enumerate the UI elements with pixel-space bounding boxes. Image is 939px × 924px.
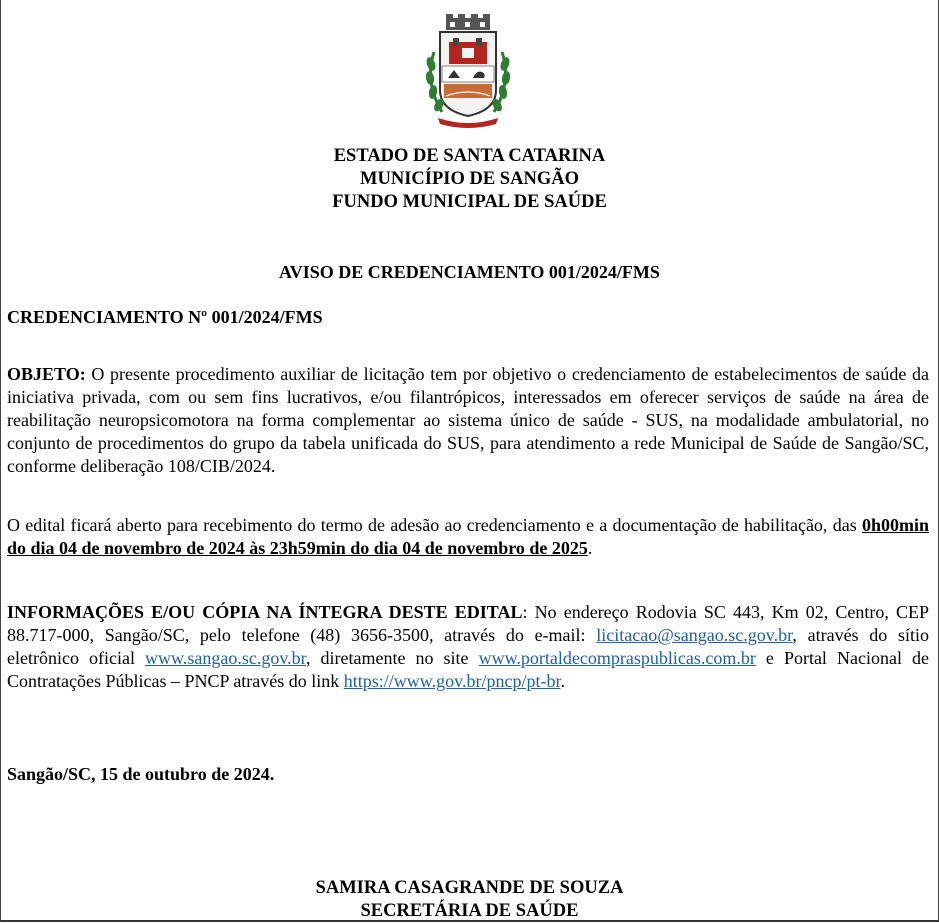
pncp-link[interactable]: https://www.gov.br/pncp/pt-br <box>343 671 561 691</box>
date-line: Sangão/SC, 15 de outubro de 2024. <box>7 764 275 784</box>
info-paragraph <box>7 601 929 693</box>
notice-title: AVISO DE CREDENCIAMENTO 001/2024/FMS <box>279 262 660 282</box>
info-text-end: . <box>560 671 565 691</box>
portal-link[interactable]: www.portaldecompraspublicas.com.br <box>478 648 756 668</box>
edital-text: O edital ficará aberto para recebimento do termo de adesão ao credenciamento e a documentação de habilitação, das <box>7 515 862 535</box>
signature-role: SECRETÁRIA DE SAÚDE <box>360 901 579 921</box>
official-site-link[interactable]: www.sangao.sc.gov.br <box>145 648 306 668</box>
objeto-text: O presente procedimento auxiliar de licitação tem por objetivo o credenciamento de estabelecimentos de saúde da iniciativa privada, com ou sem fins lucrativos, e/ou filantrópicos, interessados em oferecer serviços de saúde na área de reabilitação neuropsicomotora na forma complementar ao sistema único de saúde - SUS, na modalidade ambulatorial, no conjunto de procedimentos do grupo da tabela unificada do SUS, para atendimento a rede Municipal de Saúde de Sangão/SC, conforme deliberação 108/CIB/2024. <box>7 364 929 476</box>
objeto-label: OBJETO: <box>7 364 86 384</box>
objeto-paragraph <box>7 363 929 478</box>
info-text-address: : No endereço Rodovia SC 443, Km 02, Centro, CEP 88.717-000, Sangão/SC, pelo telefone (48) 3656-3500, através do e-mail: <box>7 602 929 645</box>
info-label: INFORMAÇÕES E/OU CÓPIA NA ÍNTEGRA DESTE EDITAL <box>7 602 523 622</box>
header-fund: FUNDO MUNICIPAL DE SAÚDE <box>332 192 607 212</box>
header-municipality: MUNICÍPIO DE SANGÃO <box>360 169 579 189</box>
header-state: ESTADO DE SANTA CATARINA <box>333 146 606 166</box>
email-link[interactable]: licitacao@sangao.sc.gov.br <box>596 625 793 645</box>
info-text-site: , através do sítio eletrônico oficial <box>7 625 929 668</box>
signature-name: SAMIRA CASAGRANDE DE SOUZA <box>315 878 624 898</box>
edital-period: 0h00min do dia 04 de novembro de 2024 às 23h59min do dia 04 de novembro de 2025 <box>7 515 929 558</box>
info-text-portal: , diretamente no site <box>305 648 479 668</box>
info-text-pncp: e Portal Nacional de Contratações Públicas – PNCP através do link <box>7 648 929 691</box>
edital-end: . <box>587 538 593 558</box>
credenciamento-number: CREDENCIAMENTO Nº 001/2024/FMS <box>7 307 323 327</box>
municipal-crest-emblem <box>418 12 518 128</box>
edital-paragraph <box>7 514 929 560</box>
